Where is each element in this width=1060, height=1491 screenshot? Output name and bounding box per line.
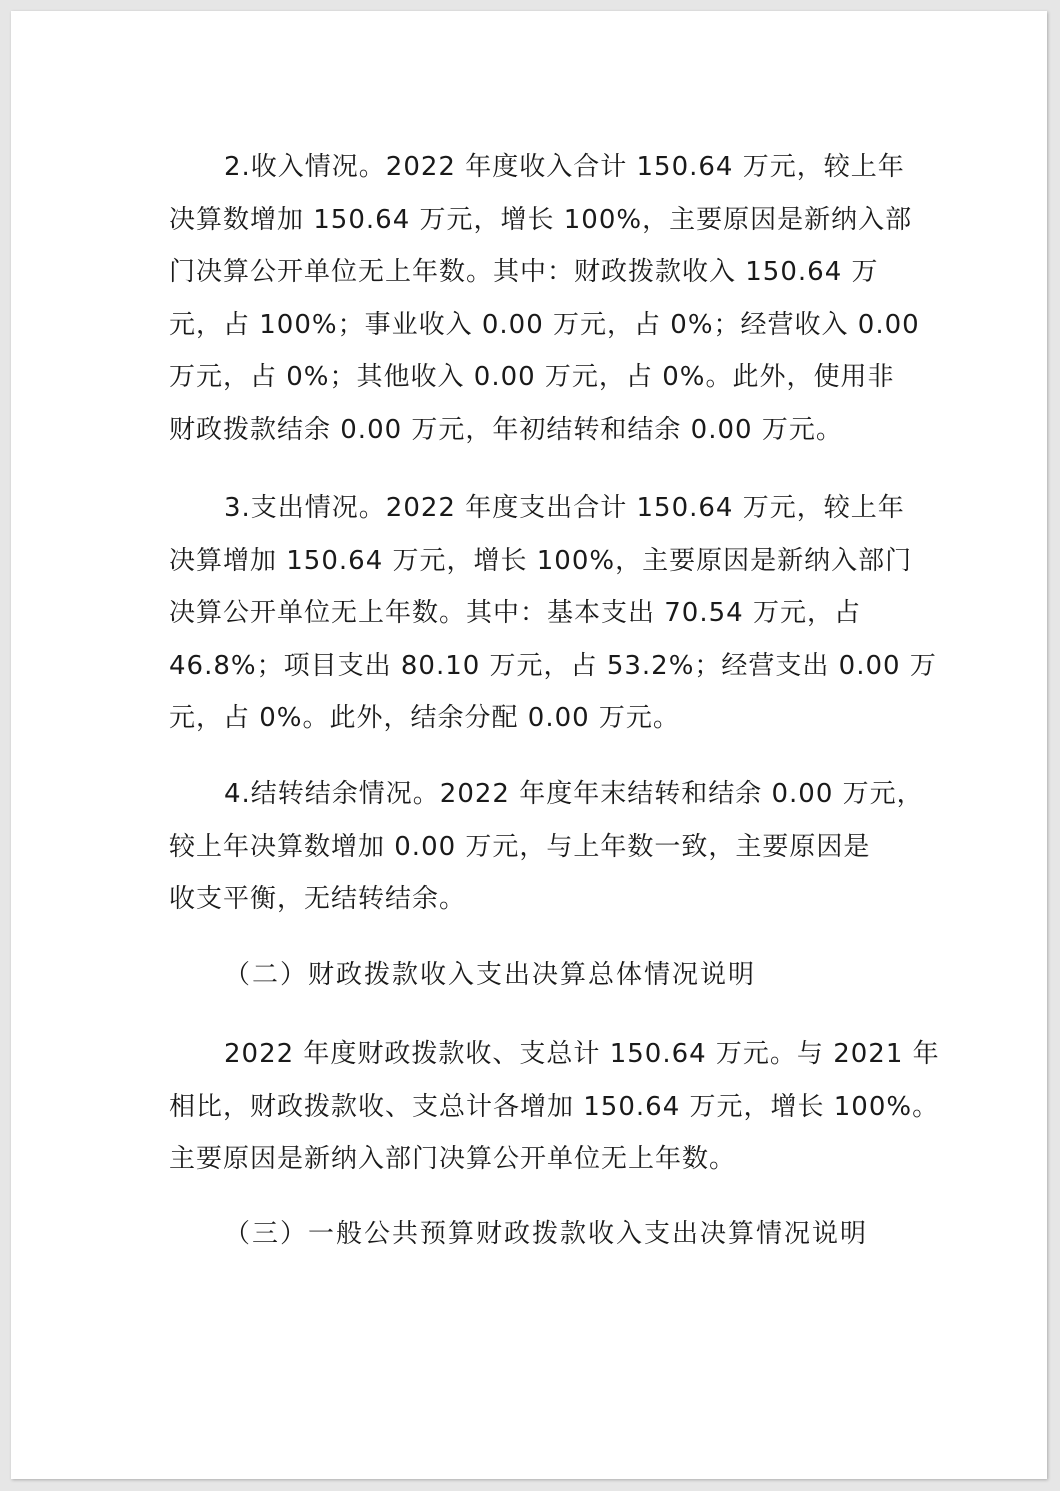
text-line: 相比，财政拨款收、支总计各增加 150.64 万元，增长 100%。 — [169, 1091, 940, 1122]
text-line: 决算增加 150.64 万元，增长 100%，主要原因是新纳入部门 — [169, 545, 913, 576]
text-line: 主要原因是新纳入部门决算公开单位无上年数。 — [169, 1144, 737, 1174]
text-line: 3.支出情况。2022 年度支出合计 150.64 万元，较上年 — [224, 493, 905, 523]
text-line: 门决算公开单位无上年数。其中：财政拨款收入 150.64 万 — [169, 257, 879, 287]
text-line: 财政拨款结余 0.00 万元，年初结转和结余 0.00 万元。 — [169, 414, 843, 445]
text-line: 2022 年度财政拨款收、支总计 150.64 万元。与 2021 年 — [224, 1039, 940, 1069]
section-heading-3: （三）一般公共预算财政拨款收入支出决算情况说明 — [224, 1219, 869, 1249]
document-page — [11, 11, 1047, 1479]
text-line: 4.结转结余情况。2022 年度年末结转和结余 0.00 万元， — [224, 779, 924, 809]
text-line: 万元，占 0%；其他收入 0.00 万元，占 0%。此外，使用非 — [169, 362, 895, 392]
paragraph-expenditure — [169, 482, 937, 745]
text-line: 较上年决算数增加 0.00 万元，与上年数一致，主要原因是 — [169, 831, 871, 862]
text-line: 收支平衡，无结转结余。 — [169, 884, 467, 914]
text-line: 决算公开单位无上年数。其中：基本支出 70.54 万元，占 — [169, 598, 861, 628]
section-heading-2: （二）财政拨款收入支出决算总体情况说明 — [224, 960, 757, 990]
text-line: 决算数增加 150.64 万元，增长 100%，主要原因是新纳入部 — [169, 204, 913, 235]
text-line: 元，占 100%；事业收入 0.00 万元，占 0%；经营收入 0.00 — [169, 309, 920, 340]
text-line: 元，占 0%。此外，结余分配 0.00 万元。 — [169, 703, 680, 733]
text-line: 46.8%；项目支出 80.10 万元，占 53.2%；经营支出 0.00 万 — [169, 650, 937, 681]
text-line: 2.收入情况。2022 年度收入合计 150.64 万元，较上年 — [224, 152, 905, 182]
paragraph-fiscal-total — [169, 1028, 940, 1186]
paragraph-income — [169, 141, 920, 456]
paragraph-carryover — [169, 768, 924, 926]
